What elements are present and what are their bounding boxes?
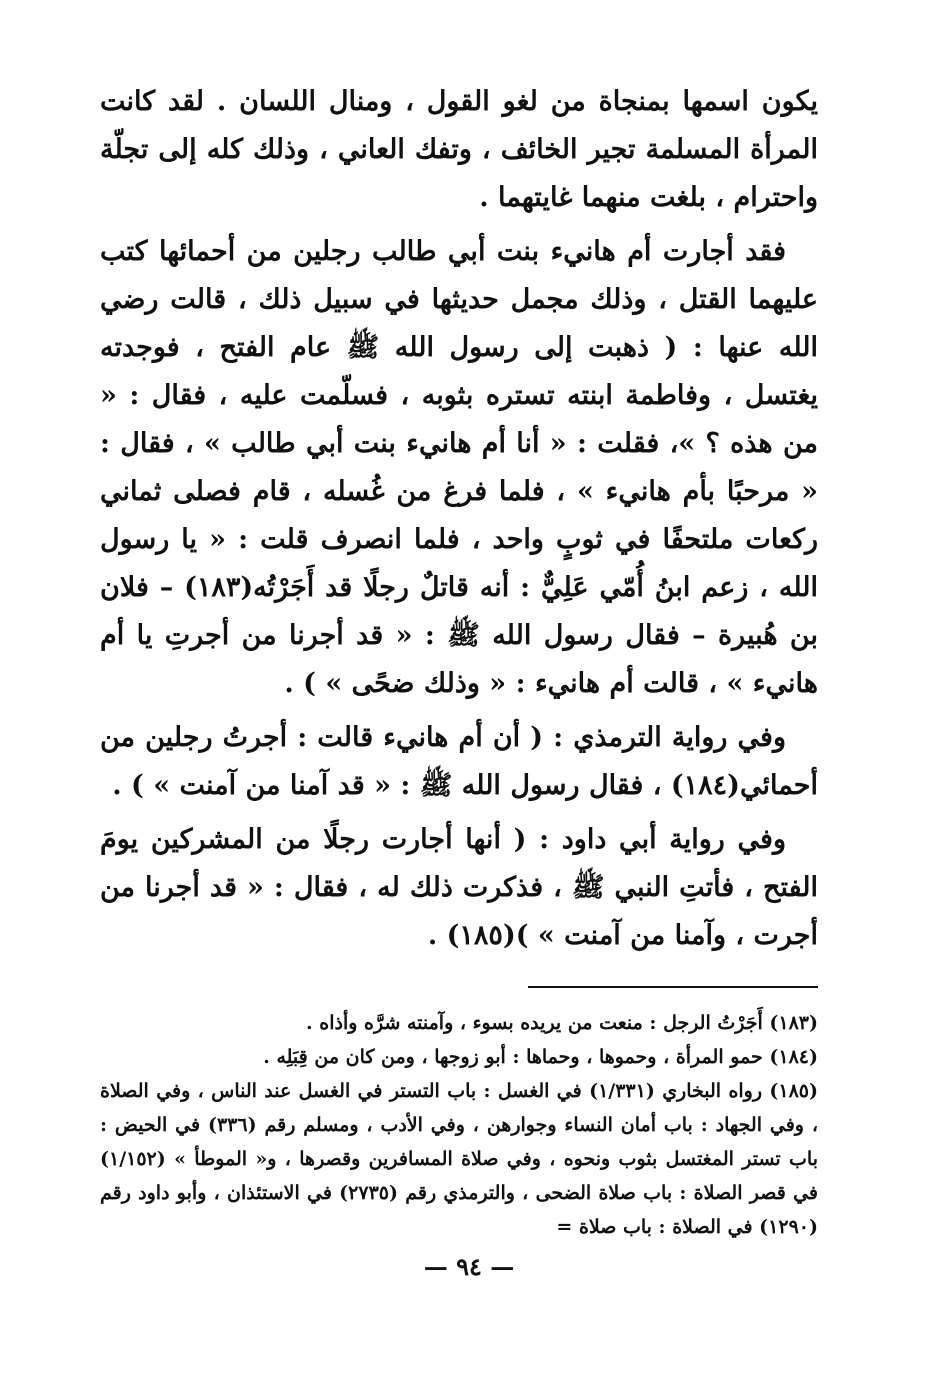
- footnotes: [100, 1006, 818, 1244]
- paragraph-1: يكون اسمها بمنجاة من لغو القول ، ومنال اللسان . لقد كانت المرأة المسلمة تجير الخائف ، وتفك العاني ، وذلك كله إلى تجلّة واحترام ، بلغت منهما غايتهما .: [100, 86, 819, 213]
- footnote-183: (١٨٣) أَجَرْتُ الرجل : منعت من يريده بسوء ، وآمنته شرَّه وأذاه .: [306, 1012, 818, 1034]
- paragraph-3: وفي رواية الترمذي : ( أن أم هانيء قالت : أجرتُ رجلين من أحمائي(١٨٤) ، فقال رسول الله ﷺ : « قد آمنا من آمنت » ) .: [100, 722, 818, 801]
- footnote-184: (١٨٤) حمو المرأة ، وحموها ، وحماها : أبو زوجها ، ومن كان من قِبَلِه .: [263, 1046, 818, 1068]
- page-number: — ٩٤ —: [423, 1252, 515, 1281]
- footnote-185: (١٨٥) رواه البخاري (١/٣٣١) في الغسل : باب التستر في الغسل عند الناس ، وفي الصلاة ، وفي الجهاد : باب أمان النساء وجوارهن ، وفي الأدب ، ومسلم رقم (٣٣٦) في الحيض : باب تستر المغتسل بثوب ونحوه ، وفي صلاة المسافرين وقصرها ، و« الموطأ » (١/١٥٢) في قصر الصلاة : باب صلاة الضحى ، والترمذي رقم (٢٧٣٥) في الاستئذان ، وأبو داود رقم (١٢٩٠) في الصلاة : باب صلاة =: [100, 1080, 819, 1238]
- paragraph-2: فقد أجارت أم هانيء بنت أبي طالب رجلين من أحمائها كتب عليهما القتل ، وذلك مجمل حديثها في سبيل ذلك ، قالت رضي الله عنها : ( ذهبت إلى رسول الله ﷺ عام الفتح ، فوجدته يغتسل ، وفاطمة ابنته تستره بثوبه ، فسلّمت عليه ، فقال : « من هذه ؟ »، فقلت : « أنا أم هانيء بنت أبي طالب » ، فقال : « مرحبًا بأم هانيء » ، فلما فرغ من غُسله ، قام فصلى ثماني ركعات ملتحفًا في ثوبٍ واحد ، فلما انصرف قلت : « يا رسول الله ، زعم ابنُ أُمّي عَلِيٌّ : أنه قاتلٌ رجلًا قد أَجَرْتُه(١٨٣) – فلان بن هُبيرة – فقال رسول الله ﷺ : « قد أجرنا من أجرتِ يا أم هانيء » ، قالت أم هانيء : « وذلك ضحًى » ) .: [100, 236, 818, 699]
- paragraph-4: وفي رواية أبي داود : ( أنها أجارت رجلًا من المشركين يومَ الفتح ، فأتتِ النبي ﷺ ، فذكرت ذلك له ، فقال : « قد أجرنا من أجرت ، وآمنا من آمنت » )(١٨٥) .: [100, 824, 818, 951]
- footnote-divider: [528, 986, 818, 988]
- main-text: [100, 78, 818, 960]
